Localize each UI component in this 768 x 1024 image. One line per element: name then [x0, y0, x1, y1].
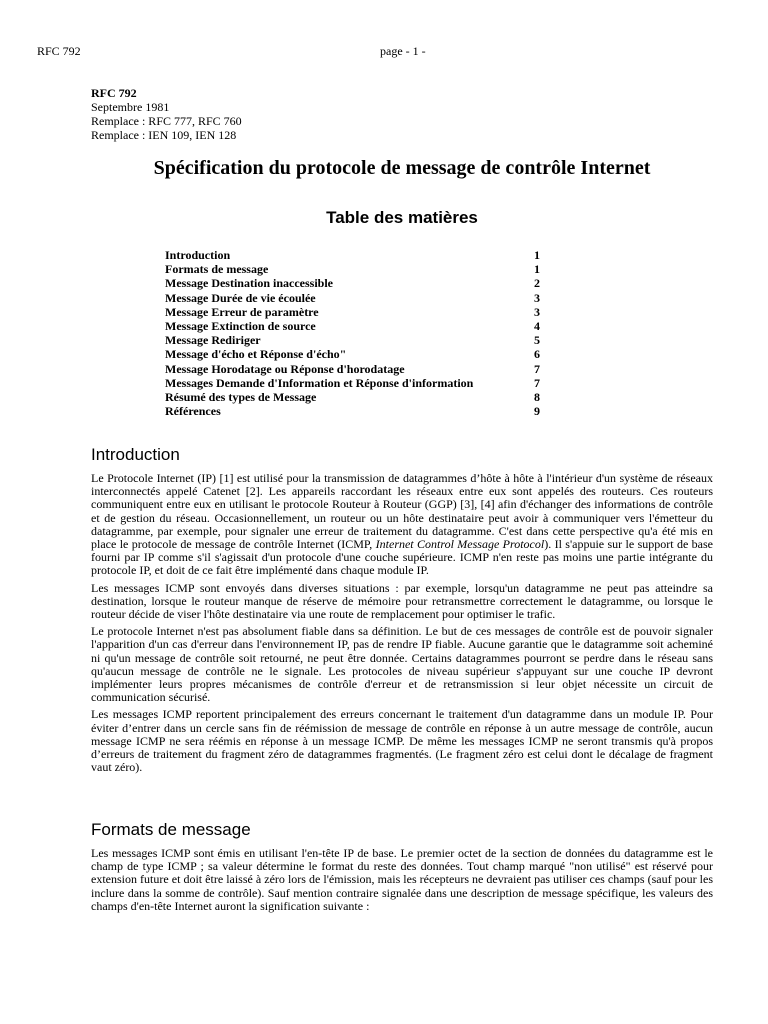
toc-row[interactable] — [165, 248, 540, 262]
paragraph: Le protocole Internet n'est pas absolument fiable dans sa définition. Le but de ces messages de contrôle est de pouvoir signaler l'apparition d'un cas d'erreur dans l'environnement IP, pas de rendre IP fiable. Aucune garantie que le datagramme soit acheminé ni qu'un message de contrôle soit retourné, ne peut être donnée. Certains datagrammes pourront se perdre dans le réseau sans qu'aucun message de contrôle ne le signale. Les protocoles de niveau supérieur s'appuyant sur une couche IP devront implémenter leurs propres mécanismes de contrôle d'erreur et de retransmission si leur objet nécessite un circuit de communication sécurisé. — [91, 624, 713, 705]
toc-row[interactable] — [165, 305, 540, 319]
toc-row[interactable] — [165, 319, 540, 333]
toc-entry-page: 9 — [534, 404, 540, 419]
section-heading-introduction: Introduction — [91, 445, 180, 464]
toc-entry-page: 3 — [534, 304, 540, 319]
toc-entry-label: Message Rediriger — [165, 333, 261, 348]
rfc-number: RFC 792 — [91, 86, 137, 100]
page-header-rfc: RFC 792 — [37, 44, 81, 58]
toc-entry-page: 1 — [534, 262, 540, 277]
toc-row[interactable] — [165, 347, 540, 361]
toc-entry-label: Références — [165, 404, 221, 419]
document-metadata — [91, 86, 242, 142]
toc-entry-page: 5 — [534, 333, 540, 348]
formats-body — [91, 847, 713, 917]
toc-entry-label: Messages Demande d'Information et Réponse d'information — [165, 375, 474, 390]
toc-row[interactable] — [165, 276, 540, 290]
toc-entry-page: 3 — [534, 290, 540, 305]
toc-entry-page: 6 — [534, 347, 540, 362]
toc-row[interactable] — [165, 376, 540, 390]
page-number: page - 1 - — [380, 44, 426, 58]
toc-entry-label: Introduction — [165, 248, 231, 262]
toc-entry-label: Message Erreur de paramètre — [165, 304, 319, 319]
replaces-rfc: Remplace : RFC 777, RFC 760 — [91, 114, 242, 128]
toc-row[interactable] — [165, 333, 540, 347]
toc-entry-label: Résumé des types de Message — [165, 390, 317, 405]
toc-entry-label: Message Extinction de source — [165, 319, 316, 334]
toc-entry-label: Message Horodatage ou Réponse d'horodatage — [165, 361, 405, 376]
toc-entry-label: Message Destination inaccessible — [165, 276, 333, 291]
toc-entry-label: Formats de message — [165, 262, 269, 277]
toc-entry-page: 4 — [534, 319, 540, 334]
toc-entry-page: 7 — [534, 375, 540, 390]
toc-entry-label: Message d'écho et Réponse d'écho" — [165, 347, 347, 362]
section-heading-formats: Formats de message — [91, 820, 251, 839]
replaces-ien: Remplace : IEN 109, IEN 128 — [91, 128, 237, 142]
introduction-body — [91, 472, 713, 778]
toc-entry-page: 2 — [534, 276, 540, 291]
toc-entry-page: 8 — [534, 390, 540, 405]
toc-entry-page: 1 — [534, 248, 540, 262]
document-title: Spécification du protocole de message de contrôle Internet — [153, 157, 651, 179]
toc-entry-label: Message Durée de vie écoulée — [165, 290, 316, 305]
toc-row[interactable] — [165, 362, 540, 376]
paragraph: Les messages ICMP sont envoyés dans diverses situations : par exemple, lorsqu'un datagramme ne peut pas atteindre sa destination, lorsque le routeur manque de réserve de mémoire pour retransmettre correctement le datagramme, ou lorsque le routeur décide de viser l'hôte destinataire via une route de remplacement pour optimiser le trafic. — [91, 580, 713, 622]
toc-row[interactable] — [165, 404, 540, 418]
toc-row[interactable] — [165, 291, 540, 305]
toc-row[interactable] — [165, 262, 540, 276]
paragraph: Le Protocole Internet (IP) [1] est utilisé pour la transmission de datagrammes d’hôte à hôte à l'intérieur d'un système de réseaux interconnectés appelé Catenet [2]. Les appareils raccordant les réseaux entre eux sont appelés des routeurs. Ces routeurs communiquent entre eux en utilisant le protocole Routeur à Routeur (GGP) [3], [4] afin d'échanger des informations de contrôle et de gestion du réseau. Occasionnellement, un routeur ou un hôte destinataire peut avoir à communiquer vers l'émetteur du datagramme, par exemple, pour signaler une erreur de traitement du datagramme. C'est dans cette perspective qu'a été mis en place le protocole de message de contrôle Internet (ICMP, Internet Control Message Protocol). Il s'appuie sur le support de base fourni par IP comme s'il s'agissait d'un protocole d'une couche supérieure. ICMP n'en reste pas moins une partie intégrante du protocole IP, et doit de ce fait être implémenté dans chaque module IP. — [91, 471, 713, 578]
toc-row[interactable] — [165, 390, 540, 404]
toc-title: Table des matières — [326, 208, 478, 227]
publication-date: Septembre 1981 — [91, 100, 170, 114]
toc-entry-page: 7 — [534, 361, 540, 376]
paragraph: Les messages ICMP reportent principalement des erreurs concernant le traitement d'un datagramme dans un module IP. Pour éviter d’entrer dans un cercle sans fin de réémission de message de contrôle en réponse à un autre message de contrôle, aucun message ICMP ne sera réémis en réponse à un message ICMP. De même les messages ICMP ne seront transmis qu'à propos d’erreurs de traitement du fragment zéro de datagrammes fragmentés. (Le fragment zéro est celui dont le décalage de fragment vaut zéro). — [91, 707, 713, 775]
table-of-contents — [165, 248, 540, 418]
paragraph: Les messages ICMP sont émis en utilisant l'en-tête IP de base. Le premier octet de la section de données du datagramme est le champ de type ICMP ; sa valeur détermine le format du reste des données. Tout champ marqué "non utilisé" est réservé pour extension future et doit être laissé à zéro lors de l'émission, mais les récepteurs ne devraient pas utiliser ces champs (sauf pour les inclure dans la somme de contrôle). Sauf mention contraire signalée dans une description de message spécifique, les valeurs des champs d'en-tête Internet auront la signification suivante : — [91, 846, 713, 913]
